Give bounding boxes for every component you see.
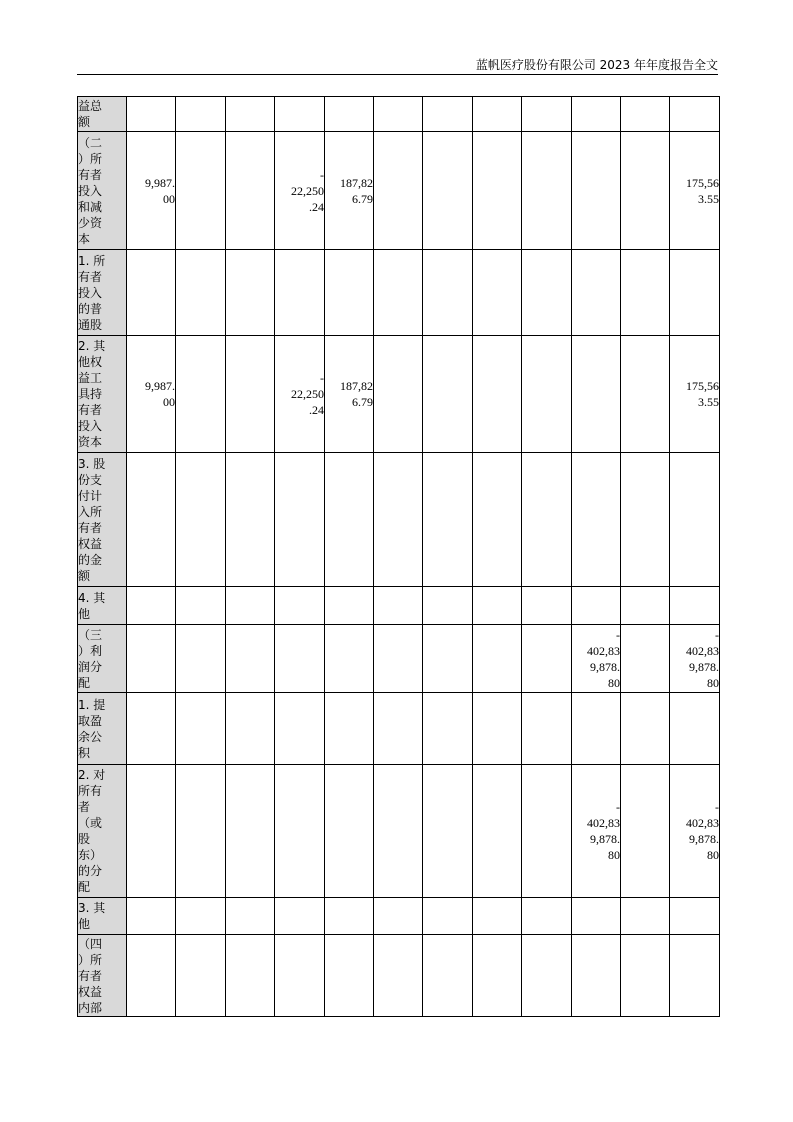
- table-row: [78, 765, 720, 898]
- value-cell: [423, 250, 473, 336]
- row-label: 2. 对 所有 者 （或 股 东） 的分 配: [78, 765, 127, 898]
- equity-changes-table: [77, 96, 720, 1017]
- value-cell: [325, 587, 374, 625]
- row-label: （四 ）所 有者 权益 内部: [78, 935, 127, 1017]
- row-label: 4. 其 他: [78, 587, 127, 625]
- value-cell: [226, 765, 275, 898]
- table-row: [78, 587, 720, 625]
- value-cell: [176, 765, 226, 898]
- value-cell: - 22,250 .24: [275, 336, 325, 453]
- value-cell: [176, 97, 226, 132]
- value-cell: [127, 97, 176, 132]
- value-cell: [275, 625, 325, 693]
- value-cell: [176, 625, 226, 693]
- value-cell: [522, 693, 572, 765]
- value-cell: [522, 453, 572, 587]
- value-cell: [423, 453, 473, 587]
- value-cell: [522, 765, 572, 898]
- value-cell: [423, 587, 473, 625]
- value-cell: [522, 898, 572, 935]
- value-cell: [670, 453, 720, 587]
- value-cell: [522, 625, 572, 693]
- value-cell: [275, 453, 325, 587]
- value-cell: [621, 336, 670, 453]
- value-cell: [374, 935, 423, 1017]
- value-cell: [374, 765, 423, 898]
- row-label: 3. 股 份支 付计 入所 有者 权益 的金 额: [78, 453, 127, 587]
- value-cell: [621, 132, 670, 250]
- value-cell: [226, 453, 275, 587]
- value-cell: [522, 935, 572, 1017]
- value-cell: [275, 898, 325, 935]
- value-cell: [572, 935, 621, 1017]
- value-cell: 9,987. 00: [127, 132, 176, 250]
- value-cell: [572, 250, 621, 336]
- table-row: [78, 935, 720, 1017]
- value-cell: [473, 250, 522, 336]
- value-cell: [522, 587, 572, 625]
- value-cell: [127, 587, 176, 625]
- value-cell: [423, 693, 473, 765]
- row-label: （二 ）所 有者 投入 和减 少资 本: [78, 132, 127, 250]
- value-cell: [226, 693, 275, 765]
- value-cell: [572, 693, 621, 765]
- value-cell: [572, 453, 621, 587]
- value-cell: - 402,83 9,878. 80: [670, 625, 720, 693]
- value-cell: 175,56 3.55: [670, 132, 720, 250]
- report-title: 蓝帆医疗股份有限公司 2023 年年度报告全文: [475, 58, 718, 72]
- value-cell: [423, 765, 473, 898]
- value-cell: [374, 587, 423, 625]
- value-cell: [127, 898, 176, 935]
- value-cell: [325, 898, 374, 935]
- value-cell: [374, 898, 423, 935]
- value-cell: [325, 250, 374, 336]
- value-cell: [621, 693, 670, 765]
- value-cell: [226, 898, 275, 935]
- value-cell: [325, 97, 374, 132]
- row-label: 3. 其 他: [78, 898, 127, 935]
- value-cell: [374, 625, 423, 693]
- value-cell: 175,56 3.55: [670, 336, 720, 453]
- value-cell: [325, 453, 374, 587]
- value-cell: [176, 935, 226, 1017]
- value-cell: [621, 97, 670, 132]
- value-cell: [572, 898, 621, 935]
- value-cell: [176, 898, 226, 935]
- value-cell: [621, 625, 670, 693]
- value-cell: [374, 453, 423, 587]
- value-cell: [473, 935, 522, 1017]
- value-cell: [473, 336, 522, 453]
- row-label: 益总 额: [78, 97, 127, 132]
- value-cell: [325, 693, 374, 765]
- value-cell: [275, 935, 325, 1017]
- table-row: [78, 898, 720, 935]
- value-cell: - 22,250 .24: [275, 132, 325, 250]
- value-cell: [473, 693, 522, 765]
- value-cell: [275, 693, 325, 765]
- value-cell: [226, 97, 275, 132]
- value-cell: 9,987. 00: [127, 336, 176, 453]
- value-cell: [621, 250, 670, 336]
- value-cell: [670, 250, 720, 336]
- value-cell: [275, 765, 325, 898]
- value-cell: [522, 132, 572, 250]
- value-cell: [374, 250, 423, 336]
- value-cell: [572, 132, 621, 250]
- value-cell: [176, 587, 226, 625]
- value-cell: [473, 765, 522, 898]
- value-cell: [325, 765, 374, 898]
- table-row: [78, 453, 720, 587]
- value-cell: [473, 97, 522, 132]
- value-cell: [670, 587, 720, 625]
- table-row: [78, 250, 720, 336]
- value-cell: [670, 898, 720, 935]
- value-cell: [176, 132, 226, 250]
- value-cell: - 402,83 9,878. 80: [670, 765, 720, 898]
- table-row: [78, 625, 720, 693]
- value-cell: [176, 453, 226, 587]
- value-cell: [423, 935, 473, 1017]
- value-cell: [621, 453, 670, 587]
- table-row: [78, 97, 720, 132]
- row-label: 1. 提 取盈 余公 积: [78, 693, 127, 765]
- value-cell: [522, 250, 572, 336]
- value-cell: [473, 132, 522, 250]
- value-cell: [621, 935, 670, 1017]
- value-cell: [621, 587, 670, 625]
- value-cell: [226, 250, 275, 336]
- value-cell: [473, 898, 522, 935]
- value-cell: [127, 250, 176, 336]
- value-cell: [522, 97, 572, 132]
- table-row: [78, 336, 720, 453]
- value-cell: [621, 765, 670, 898]
- value-cell: [473, 587, 522, 625]
- value-cell: [423, 97, 473, 132]
- page-header: [77, 56, 718, 75]
- value-cell: [423, 898, 473, 935]
- value-cell: [226, 935, 275, 1017]
- value-cell: [176, 693, 226, 765]
- value-cell: [423, 625, 473, 693]
- value-cell: [621, 898, 670, 935]
- value-cell: [176, 250, 226, 336]
- value-cell: [275, 97, 325, 132]
- value-cell: [670, 693, 720, 765]
- value-cell: 187,82 6.79: [325, 132, 374, 250]
- value-cell: [127, 935, 176, 1017]
- value-cell: [670, 935, 720, 1017]
- value-cell: [226, 336, 275, 453]
- value-cell: - 402,83 9,878. 80: [572, 765, 621, 898]
- value-cell: [275, 250, 325, 336]
- value-cell: [572, 336, 621, 453]
- value-cell: [374, 132, 423, 250]
- value-cell: - 402,83 9,878. 80: [572, 625, 621, 693]
- value-cell: [374, 336, 423, 453]
- value-cell: [127, 453, 176, 587]
- value-cell: [127, 765, 176, 898]
- value-cell: [275, 587, 325, 625]
- row-label: 1. 所 有者 投入 的普 通股: [78, 250, 127, 336]
- value-cell: [127, 625, 176, 693]
- value-cell: [226, 625, 275, 693]
- value-cell: [670, 97, 720, 132]
- value-cell: [226, 587, 275, 625]
- row-label: 2. 其 他权 益工 具持 有者 投入 资本: [78, 336, 127, 453]
- table-row: [78, 693, 720, 765]
- value-cell: [572, 587, 621, 625]
- value-cell: [423, 132, 473, 250]
- value-cell: [176, 336, 226, 453]
- row-label: （三 ）利 润分 配: [78, 625, 127, 693]
- value-cell: [325, 625, 374, 693]
- value-cell: [473, 453, 522, 587]
- value-cell: [423, 336, 473, 453]
- value-cell: [374, 97, 423, 132]
- value-cell: [127, 693, 176, 765]
- value-cell: [325, 935, 374, 1017]
- value-cell: [374, 693, 423, 765]
- value-cell: [473, 625, 522, 693]
- value-cell: 187,82 6.79: [325, 336, 374, 453]
- value-cell: [226, 132, 275, 250]
- value-cell: [522, 336, 572, 453]
- value-cell: [572, 97, 621, 132]
- table-row: [78, 132, 720, 250]
